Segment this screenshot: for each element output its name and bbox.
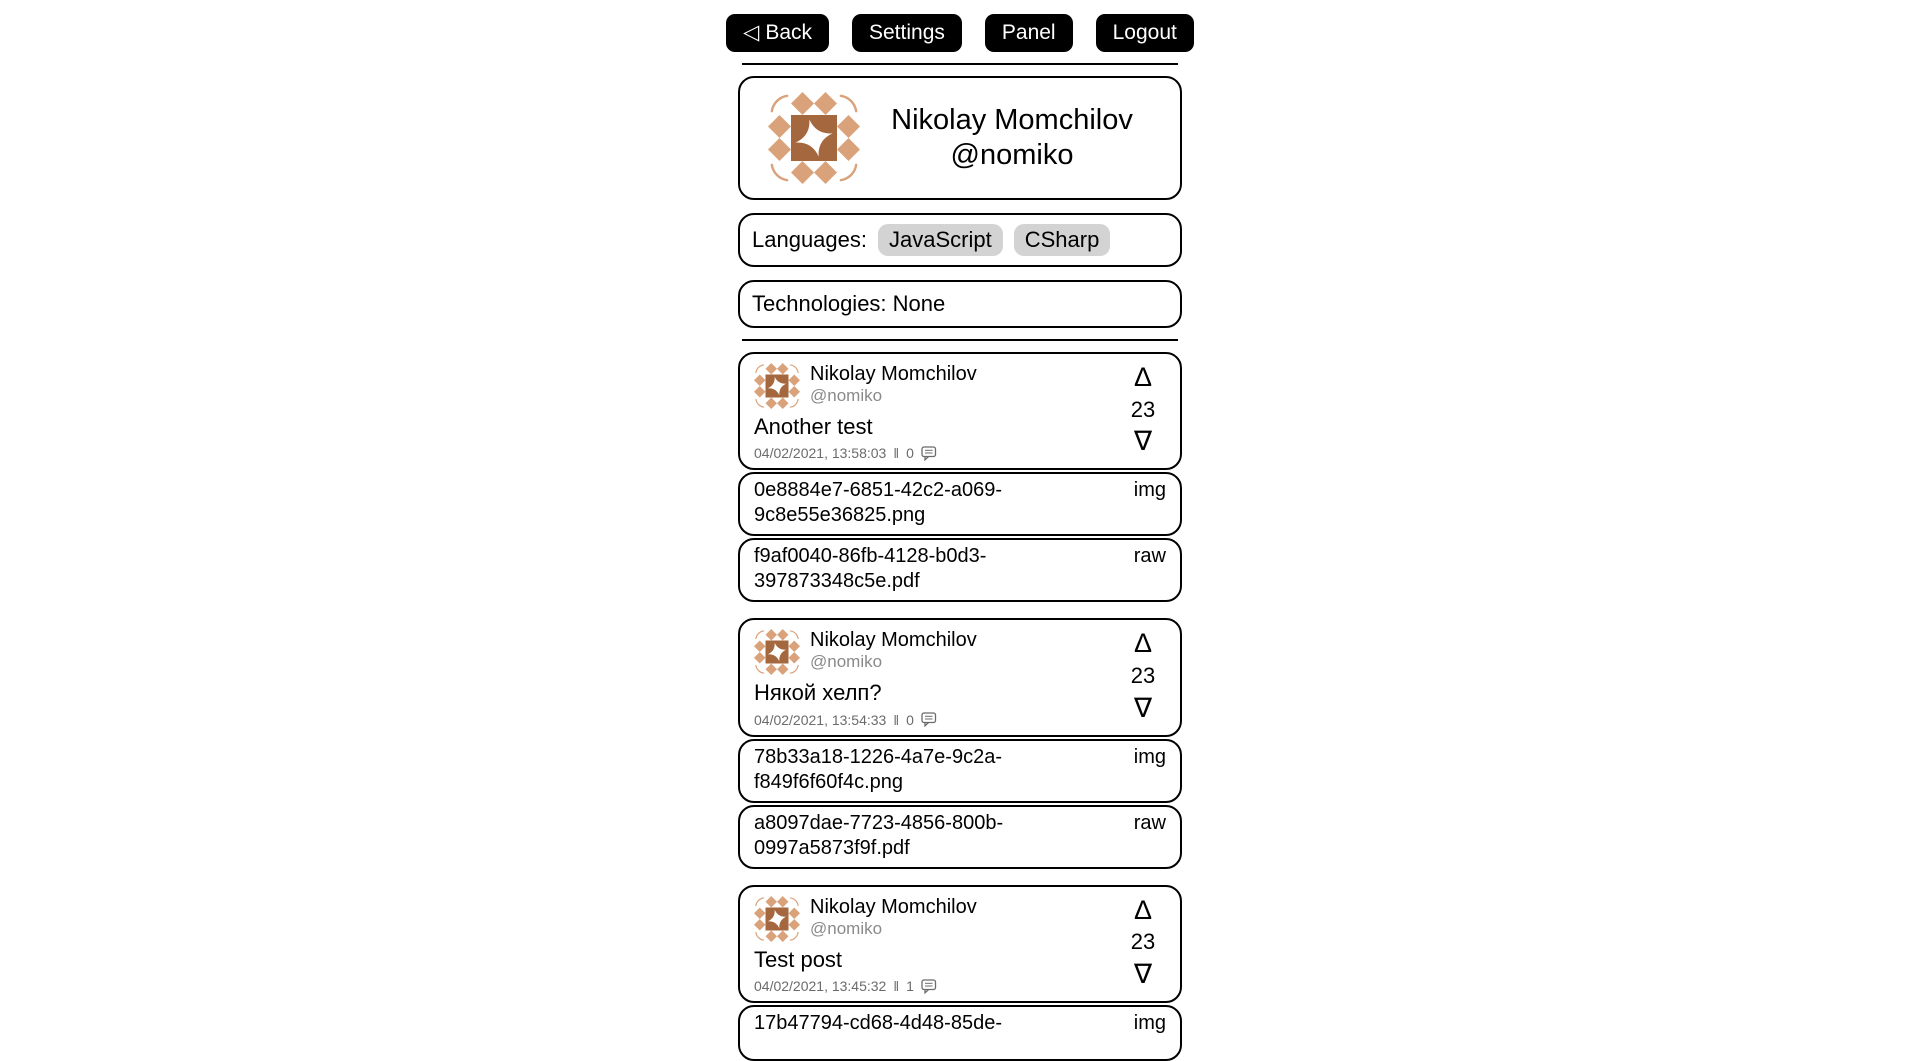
languages-label: Languages:	[752, 227, 867, 253]
language-tag-csharp: CSharp	[1014, 224, 1111, 256]
attachment-row[interactable]	[738, 739, 1182, 803]
post-main	[754, 363, 1120, 461]
post-author-name: Nikolay Momchilov	[810, 363, 977, 386]
downvote-button[interactable]: ∇	[1133, 959, 1153, 990]
attachment-type-badge: raw	[1133, 545, 1166, 568]
post-author-avatar	[754, 896, 800, 942]
attachment-filename: 78b33a18-1226-4a7e-9c2a-f849f6f60f4c.png	[754, 745, 1002, 793]
post-card[interactable]	[738, 618, 1182, 736]
post-title: Test post	[754, 946, 843, 972]
post-author-handle: @nomiko	[810, 386, 883, 406]
post-timestamp: 04/02/2021, 13:54:33	[754, 711, 887, 728]
post-header	[754, 896, 1120, 942]
panel-button[interactable]: Panel	[985, 14, 1073, 52]
post-comment-count: 0	[906, 711, 914, 728]
upvote-button[interactable]: Δ	[1133, 628, 1153, 659]
language-tag-javascript: JavaScript	[878, 224, 1003, 256]
attachment-type-badge: raw	[1133, 811, 1166, 834]
post-group	[738, 885, 1182, 1061]
post-author-avatar	[754, 363, 800, 409]
post-comment-count: 1	[906, 978, 914, 995]
profile-handle: @nomiko	[950, 139, 1074, 172]
post-main	[754, 896, 1120, 994]
profile-name: Nikolay Momchilov	[891, 104, 1133, 137]
back-icon: ◁	[743, 21, 760, 44]
post-meta	[754, 445, 1120, 461]
divider-posts	[742, 339, 1178, 341]
post-card[interactable]	[738, 885, 1182, 1003]
meta-separator: ‖	[893, 711, 900, 728]
post-title: Някой хелп?	[754, 680, 882, 706]
post-meta	[754, 978, 1120, 994]
profile-avatar	[768, 92, 860, 184]
vote-count: 23	[1130, 396, 1156, 422]
meta-separator: ‖	[893, 445, 900, 462]
attachment-filename: f9af0040-86fb-4128-b0d3-397873348c5e.pdf	[754, 545, 987, 593]
attachment-filename: a8097dae-7723-4856-800b-0997a5873f9f.pdf	[754, 811, 1004, 859]
post-group	[738, 352, 1182, 602]
languages-card	[738, 213, 1182, 267]
vote-count: 23	[1130, 663, 1156, 689]
top-nav	[738, 14, 1182, 52]
attachment-row[interactable]	[738, 538, 1182, 602]
post-title: Another test	[754, 414, 873, 440]
post-author-handle: @nomiko	[810, 918, 883, 938]
vote-count: 23	[1130, 929, 1156, 955]
post-author-name: Nikolay Momchilov	[810, 895, 977, 918]
post-comment-count: 0	[906, 445, 914, 462]
settings-button[interactable]: Settings	[852, 14, 962, 52]
attachment-row[interactable]	[738, 1005, 1182, 1061]
attachment-row[interactable]	[738, 472, 1182, 536]
back-button[interactable]	[726, 14, 829, 52]
post-timestamp: 04/02/2021, 13:58:03	[754, 445, 887, 462]
vote-column	[1120, 629, 1166, 727]
logout-button[interactable]: Logout	[1096, 14, 1194, 52]
post-group	[738, 618, 1182, 868]
downvote-button[interactable]: ∇	[1133, 426, 1153, 457]
technologies-card	[738, 280, 1182, 328]
technologies-text: Technologies: None	[752, 291, 946, 317]
downvote-button[interactable]: ∇	[1133, 692, 1153, 723]
vote-column	[1120, 896, 1166, 994]
post-author-name: Nikolay Momchilov	[810, 629, 977, 652]
post-header	[754, 363, 1120, 409]
profile-card	[738, 76, 1182, 200]
attachment-type-badge: img	[1133, 1012, 1166, 1035]
divider-top	[742, 63, 1178, 65]
post-timestamp: 04/02/2021, 13:45:32	[754, 978, 887, 995]
upvote-button[interactable]: Δ	[1133, 894, 1153, 925]
post-header	[754, 629, 1120, 675]
attachment-filename: 0e8884e7-6851-42c2-a069-9c8e55e36825.png	[754, 479, 1002, 527]
post-author-handle: @nomiko	[810, 652, 883, 672]
profile-names	[860, 103, 1164, 173]
post-author-avatar	[754, 629, 800, 675]
main-column	[738, 0, 1182, 1061]
meta-separator: ‖	[893, 978, 900, 995]
post-main	[754, 629, 1120, 727]
post-card[interactable]	[738, 352, 1182, 470]
vote-column	[1120, 363, 1166, 461]
upvote-button[interactable]: Δ	[1133, 362, 1153, 393]
attachment-type-badge: img	[1133, 479, 1166, 502]
comment-icon	[921, 446, 937, 461]
comment-icon	[921, 712, 937, 727]
attachment-row[interactable]	[738, 805, 1182, 869]
post-meta	[754, 712, 1120, 728]
attachment-filename: 17b47794-cd68-4d48-85de-	[754, 1012, 1002, 1035]
comment-icon	[921, 979, 937, 994]
attachment-type-badge: img	[1133, 745, 1166, 768]
back-button-label: Back	[765, 21, 812, 44]
